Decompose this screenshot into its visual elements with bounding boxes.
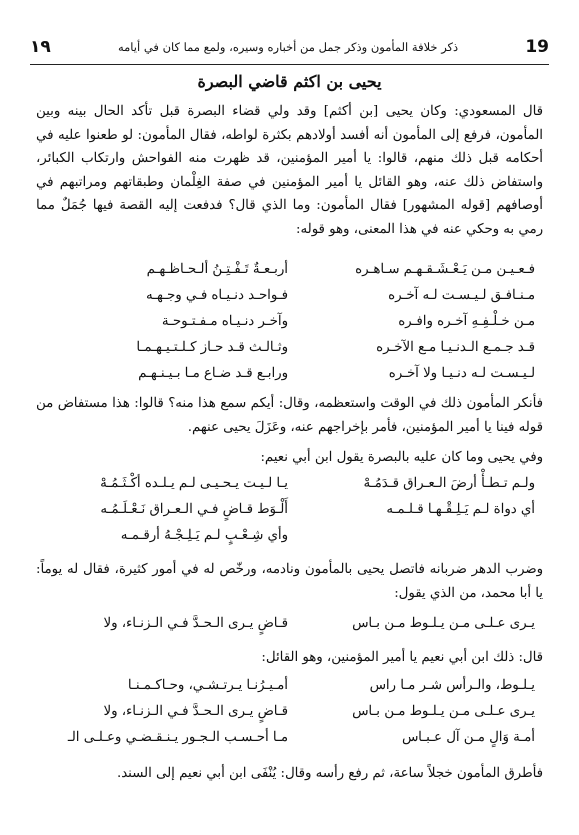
- hemistich-second: قـد جـمـع الـدنـيـا مـع الآخـره: [376, 340, 535, 355]
- hemistich-first: يـا لـيـت يـحـيـى لـم يـلـده أكْـثَـمُـهْ: [100, 476, 288, 491]
- poem-2-line: [60, 502, 535, 517]
- paragraph-2: فأنكر المأمون ذلك في الوقت واستعظمه، وقال: أيكم سمع هذا منه؟ قالوا: هذا مستفاض من قوله فينا يا أمير المؤمنين، فأمر بإخراجهم عنه، وعَزَلَ يحيى عنهم.: [36, 396, 543, 435]
- poem-1-line: [60, 262, 535, 277]
- paragraph-3: وفي يحيى وما كان عليه بالبصرة يقول ابن أبي نعيم:: [260, 450, 543, 465]
- hemistich-second: [307, 528, 535, 543]
- poem-2-line: [60, 476, 535, 491]
- section-title: يحيى بن اكثم قاضي البصرة: [197, 72, 382, 91]
- page-header: [30, 34, 549, 65]
- paragraph-4: وضرب الدهر ضربانه فاتصل يحيى بالمأمون ونادمه، ورخّص له في أمور كثيرة، فقال له يوماً: يا أبا محمد، من الذي يقول:: [36, 562, 543, 601]
- hemistich-second: يـرى عـلـى مـن يـلـوط مـن بـاس: [352, 616, 535, 631]
- hemistich-first: وآخـر دنـيـاه مـفـتـوحـة: [161, 314, 288, 329]
- hemistich-first: مـا أحـسـب الـجـور يـنـقـضـي وعـلـى الـ: [67, 730, 288, 745]
- hemistich-first: أمـيـرُنـا يـرتـشـي، وحـاكـمـنـا: [127, 678, 288, 693]
- paragraph-5: قال: ذلك ابن أبي نعيم يا أمير المؤمنين، وهو القائل:: [261, 650, 543, 665]
- poem-4-line: [60, 678, 535, 693]
- hemistich-first: فـواحـد دنـيـاه فـي وجـهـه: [145, 288, 288, 303]
- hemistich-second: مـنـافـق لـيـسـت لـه آخـره: [388, 288, 535, 303]
- hemistich-second: ولـم تـطـأْ أرضَ الـعـراق قـدَمُـهْ: [363, 476, 535, 491]
- hemistich-first: قـاضٍ يـرى الـحـدَّ فـي الـزنـاء، ولا: [103, 704, 288, 719]
- hemistich-first: أَلْـوَط قـاضٍ فـي الـعـراق نَـعْـلَـمُـه: [100, 502, 288, 517]
- hemistich-first: وأي شِـعْـبٍ لـم يَـلِـجْـهُ أرقـمـه: [120, 528, 288, 543]
- poem-1-line: [60, 288, 535, 303]
- hemistich-second: أي دواة لـم يَـلِـقْـهـا قـلـمـه: [386, 502, 535, 517]
- poem-1-line: [60, 340, 535, 355]
- hemistich-second: يـلـوط، والـرأس شـر مـا راس: [369, 678, 535, 693]
- hemistich-first: أربـعـةٌ تَـفْـتِـنُ ألـحـاظـهـم: [146, 262, 288, 277]
- running-title: ذكر خلافة المأمون وذكر جمل من أخباره وسيره، ولمع مما كان في أيامه: [117, 40, 459, 54]
- hemistich-second: أمـة وَالٍ مـن آل عـبـاس: [401, 730, 535, 745]
- hemistich-first: قـاضٍ يـرى الـحـدَّ فـي الـزنـاء، ولا: [103, 616, 288, 631]
- hemistich-second: يـرى عـلـى مـن يـلـوط مـن بـاس: [352, 704, 535, 719]
- poem-4-line: [60, 730, 535, 745]
- paragraph-6: فأطرق المأمون خجلاً ساعة، ثم رفع رأسه وقال: يُنْفَى ابن أبي نعيم إلى السند.: [116, 766, 543, 781]
- page-number-right: 19: [525, 37, 549, 57]
- hemistich-second: فـعـيـن مـن يَـعْـشَـقـهـم سـاهـره: [355, 262, 535, 277]
- poem-4-line: [60, 704, 535, 719]
- hemistich-second: لـيـسـت لـه دنـيـا ولا آخـره: [388, 366, 535, 381]
- page-number-left: ١٩: [30, 37, 51, 57]
- paragraph-1: قال المسعودي: وكان يحيى [بن أكثم] وقد ولي قضاء البصرة قبل تأكد الحال بينه وبين المأمون، فرفع إلى المأمون أنه أفسد أولادهم بكثرة لواطه، فقال المأمون: لو طعنوا عليه في أحكامه قبل ذلك منهم، قالوا: يا أمير المؤمنين، قد ظهرت منه الفواحش وارتكاب الكبائر، واستفاض ذلك عنه، وهو القائل يا أمير المؤمنين في صفة الغِلْمان وطبقاتهم ومراتبهم في أوصافهم [قوله المشهور] فقال المأمون: وما الذي قال؟ فدفعت إليه القصة فيها جُمَلٌ مما رمي به وحكي عنه في هذا المعنى، وهو قوله:: [36, 104, 543, 237]
- poem-3-line: [60, 616, 535, 631]
- hemistich-first: وثـالـث قـد حـاز كـلـتـيـهـمـا: [136, 340, 288, 355]
- hemistich-second: مـن خـلْـفِـهِ آخـره وافـره: [398, 314, 535, 329]
- hemistich-first: ورابـع قـد ضـاع مـا بـيـنـهـم: [138, 366, 288, 381]
- poem-2-line: [60, 528, 535, 543]
- poem-1-line: [60, 366, 535, 381]
- poem-1-line: [60, 314, 535, 329]
